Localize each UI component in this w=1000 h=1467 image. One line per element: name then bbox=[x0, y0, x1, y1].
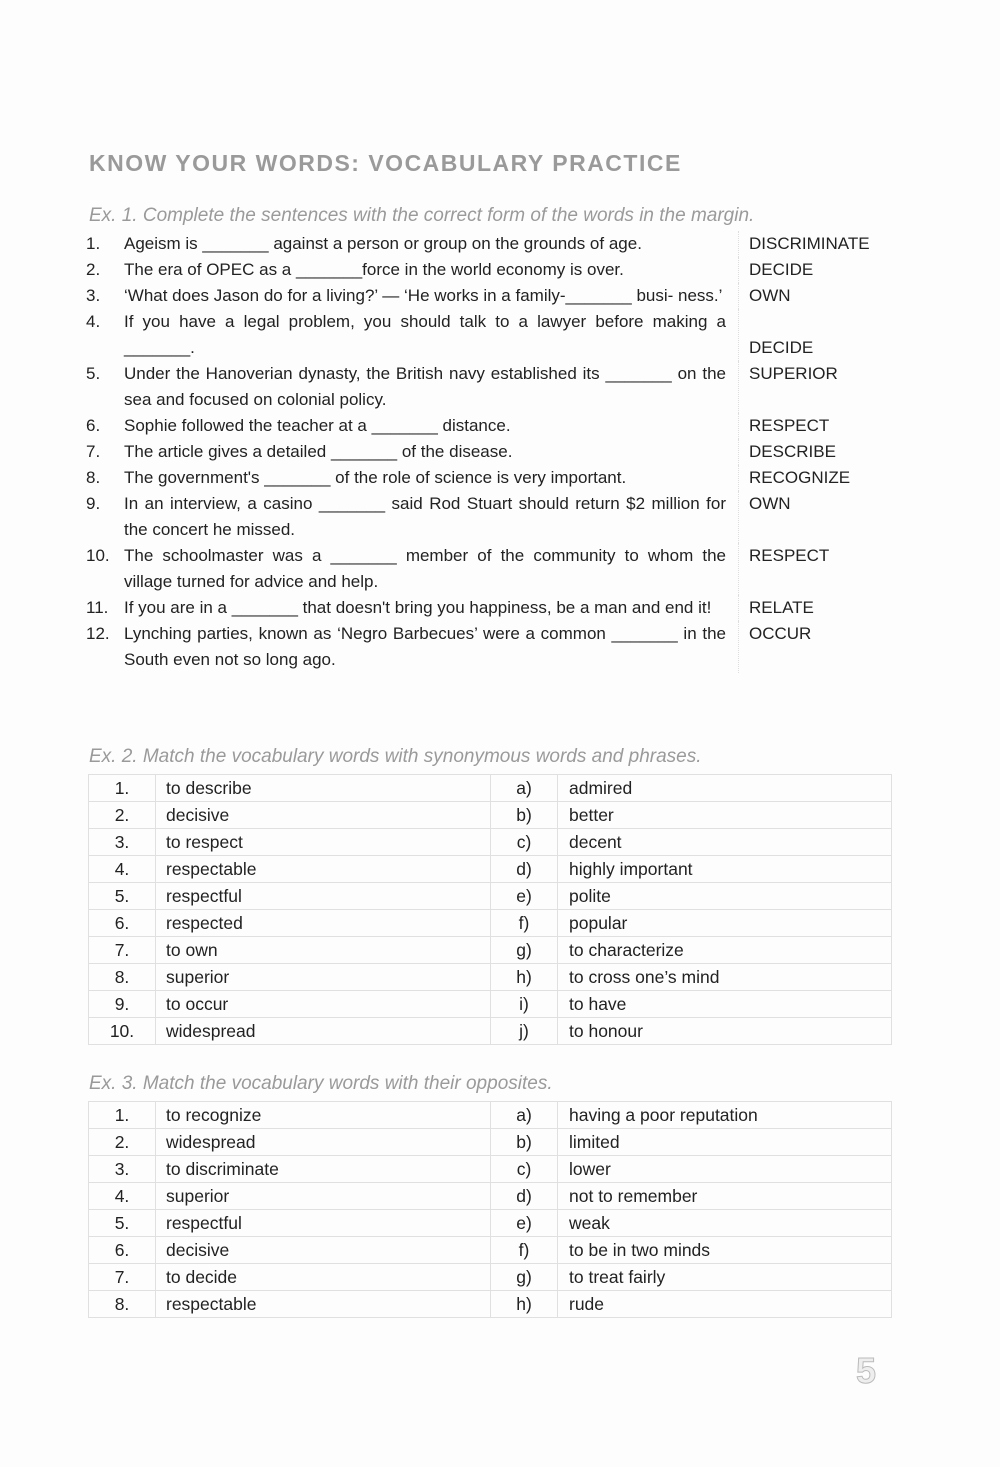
match-letter: a) bbox=[491, 1102, 558, 1129]
match-phrase: not to remember bbox=[558, 1183, 892, 1210]
ex2-heading: Ex. 2. Match the vocabulary words with synonymous words and phrases. bbox=[89, 746, 702, 767]
ex1-heading: Ex. 1. Complete the sentences with the correct form of the words in the margin. bbox=[89, 205, 755, 226]
item-sentence: The era of OPEC as a _______force in the world economy is over. bbox=[124, 257, 739, 283]
margin-word: DESCRIBE bbox=[749, 442, 836, 461]
match-phrase: rude bbox=[558, 1291, 892, 1318]
ex3-heading: Ex. 3. Match the vocabulary words with their opposites. bbox=[89, 1073, 553, 1094]
vocab-word: to own bbox=[156, 937, 491, 964]
vocab-word: respectful bbox=[156, 883, 491, 910]
row-number: 7. bbox=[89, 937, 156, 964]
table-row bbox=[89, 1183, 892, 1210]
table-row bbox=[89, 1129, 892, 1156]
margin-word: SUPERIOR bbox=[749, 364, 838, 383]
item-number: 1. bbox=[86, 234, 101, 253]
margin-word: OWN bbox=[749, 286, 791, 305]
row-number: 7. bbox=[89, 1264, 156, 1291]
item-number: 2. bbox=[86, 260, 101, 279]
table-row bbox=[89, 1237, 892, 1264]
row-number: 2. bbox=[89, 1129, 156, 1156]
item-sentence: Lynching parties, known as ‘Negro Barbecues’ were a common _______ in the South even not so long ago. bbox=[124, 621, 739, 673]
exercise-item bbox=[86, 491, 886, 543]
row-number: 8. bbox=[89, 1291, 156, 1318]
margin-word: RESPECT bbox=[749, 416, 830, 435]
item-sentence: Ageism is _______ against a person or group on the grounds of age. bbox=[124, 231, 739, 257]
table-row bbox=[89, 1210, 892, 1237]
vocab-word: decisive bbox=[156, 1237, 491, 1264]
table-row bbox=[89, 802, 892, 829]
match-letter: g) bbox=[491, 1264, 558, 1291]
match-letter: j) bbox=[491, 1018, 558, 1045]
table-row bbox=[89, 1018, 892, 1045]
margin-word: DECIDE bbox=[749, 338, 814, 357]
match-letter: b) bbox=[491, 802, 558, 829]
match-letter: i) bbox=[491, 991, 558, 1018]
ex1-list bbox=[86, 231, 886, 673]
vocab-word: to discriminate bbox=[156, 1156, 491, 1183]
exercise-item bbox=[86, 231, 886, 257]
vocab-word: decisive bbox=[156, 802, 491, 829]
match-phrase: highly important bbox=[558, 856, 892, 883]
match-letter: c) bbox=[491, 829, 558, 856]
match-letter: f) bbox=[491, 910, 558, 937]
exercise-item bbox=[86, 361, 886, 413]
vocab-word: widespread bbox=[156, 1018, 491, 1045]
page-number: 5 bbox=[856, 1350, 877, 1391]
row-number: 6. bbox=[89, 1237, 156, 1264]
match-phrase: limited bbox=[558, 1129, 892, 1156]
vocab-word: superior bbox=[156, 964, 491, 991]
exercise-item bbox=[86, 439, 886, 465]
match-phrase: to honour bbox=[558, 1018, 892, 1045]
table-row bbox=[89, 937, 892, 964]
item-number: 9. bbox=[86, 494, 101, 513]
match-letter: h) bbox=[491, 1291, 558, 1318]
vocab-word: to decide bbox=[156, 1264, 491, 1291]
match-letter: d) bbox=[491, 1183, 558, 1210]
margin-word: RESPECT bbox=[749, 546, 830, 565]
row-number: 3. bbox=[89, 829, 156, 856]
match-phrase: polite bbox=[558, 883, 892, 910]
vocab-word: to recognize bbox=[156, 1102, 491, 1129]
row-number: 5. bbox=[89, 1210, 156, 1237]
table-row bbox=[89, 856, 892, 883]
ex3-table bbox=[88, 1101, 892, 1318]
item-sentence: If you have a legal problem, you should talk to a lawyer before making a _______. bbox=[124, 309, 739, 361]
exercise-item bbox=[86, 543, 886, 595]
margin-word: OWN bbox=[749, 494, 791, 513]
vocab-word: to describe bbox=[156, 775, 491, 802]
row-number: 1. bbox=[89, 1102, 156, 1129]
item-number: 5. bbox=[86, 364, 101, 383]
vocab-word: respectable bbox=[156, 856, 491, 883]
match-letter: b) bbox=[491, 1129, 558, 1156]
item-number: 10. bbox=[86, 546, 110, 565]
row-number: 6. bbox=[89, 910, 156, 937]
item-sentence: Sophie followed the teacher at a _______ distance. bbox=[124, 413, 739, 439]
match-phrase: to characterize bbox=[558, 937, 892, 964]
item-sentence: The article gives a detailed _______ of the disease. bbox=[124, 439, 739, 465]
margin-word: RECOGNIZE bbox=[749, 468, 851, 487]
item-number: 4. bbox=[86, 312, 101, 331]
item-sentence: ‘What does Jason do for a living?’ — ‘He works in a family-_______ busi- ness.’ bbox=[124, 283, 739, 309]
margin-word: OCCUR bbox=[749, 624, 812, 643]
row-number: 4. bbox=[89, 1183, 156, 1210]
item-number: 8. bbox=[86, 468, 101, 487]
match-phrase: decent bbox=[558, 829, 892, 856]
match-phrase: popular bbox=[558, 910, 892, 937]
exercise-item bbox=[86, 309, 886, 361]
match-letter: h) bbox=[491, 964, 558, 991]
item-number: 11. bbox=[86, 598, 109, 617]
table-row bbox=[89, 1291, 892, 1318]
row-number: 8. bbox=[89, 964, 156, 991]
page-title: KNOW YOUR WORDS: VOCABULARY PRACTICE bbox=[89, 150, 682, 176]
row-number: 3. bbox=[89, 1156, 156, 1183]
table-row bbox=[89, 1156, 892, 1183]
vocab-word: respectful bbox=[156, 1210, 491, 1237]
row-number: 5. bbox=[89, 883, 156, 910]
item-number: 12. bbox=[86, 624, 110, 643]
exercise-item bbox=[86, 595, 886, 621]
match-letter: d) bbox=[491, 856, 558, 883]
vocab-word: to respect bbox=[156, 829, 491, 856]
match-phrase: having a poor reputation bbox=[558, 1102, 892, 1129]
match-phrase: to cross one’s mind bbox=[558, 964, 892, 991]
row-number: 10. bbox=[89, 1018, 156, 1045]
vocab-word: respected bbox=[156, 910, 491, 937]
match-letter: f) bbox=[491, 1237, 558, 1264]
item-number: 3. bbox=[86, 286, 101, 305]
match-phrase: weak bbox=[558, 1210, 892, 1237]
match-letter: a) bbox=[491, 775, 558, 802]
match-letter: c) bbox=[491, 1156, 558, 1183]
vocab-word: superior bbox=[156, 1183, 491, 1210]
match-letter: e) bbox=[491, 1210, 558, 1237]
exercise-item bbox=[86, 257, 886, 283]
exercise-item bbox=[86, 621, 886, 673]
row-number: 9. bbox=[89, 991, 156, 1018]
item-sentence: If you are in a _______ that doesn't bring you happiness, be a man and end it! bbox=[124, 595, 739, 621]
match-phrase: to treat fairly bbox=[558, 1264, 892, 1291]
table-row bbox=[89, 1264, 892, 1291]
match-letter: g) bbox=[491, 937, 558, 964]
match-phrase: admired bbox=[558, 775, 892, 802]
row-number: 4. bbox=[89, 856, 156, 883]
match-phrase: to have bbox=[558, 991, 892, 1018]
match-phrase: lower bbox=[558, 1156, 892, 1183]
match-letter: e) bbox=[491, 883, 558, 910]
table-row bbox=[89, 829, 892, 856]
table-row bbox=[89, 964, 892, 991]
item-number: 7. bbox=[86, 442, 101, 461]
row-number: 2. bbox=[89, 802, 156, 829]
margin-word: RELATE bbox=[749, 598, 814, 617]
vocab-word: to occur bbox=[156, 991, 491, 1018]
item-number: 6. bbox=[86, 416, 101, 435]
exercise-item bbox=[86, 283, 886, 309]
item-sentence: The schoolmaster was a _______ member of the community to whom the village turned for advice and help. bbox=[124, 543, 739, 595]
table-row bbox=[89, 1102, 892, 1129]
margin-word: DECIDE bbox=[749, 260, 814, 279]
match-phrase: better bbox=[558, 802, 892, 829]
match-phrase: to be in two minds bbox=[558, 1237, 892, 1264]
table-row bbox=[89, 883, 892, 910]
row-number: 1. bbox=[89, 775, 156, 802]
exercise-item bbox=[86, 465, 886, 491]
table-row bbox=[89, 775, 892, 802]
table-row bbox=[89, 991, 892, 1018]
vocab-word: respectable bbox=[156, 1291, 491, 1318]
exercise-item bbox=[86, 413, 886, 439]
table-row bbox=[89, 910, 892, 937]
item-sentence: Under the Hanoverian dynasty, the British navy established its _______ on the sea and focused on colonial policy. bbox=[124, 361, 739, 413]
vocab-word: widespread bbox=[156, 1129, 491, 1156]
item-sentence: The government's _______ of the role of science is very important. bbox=[124, 465, 739, 491]
item-sentence: In an interview, a casino _______ said Rod Stuart should return $2 million for the concert he missed. bbox=[124, 491, 739, 543]
margin-word: DISCRIMINATE bbox=[749, 234, 870, 253]
ex2-table bbox=[88, 774, 892, 1045]
